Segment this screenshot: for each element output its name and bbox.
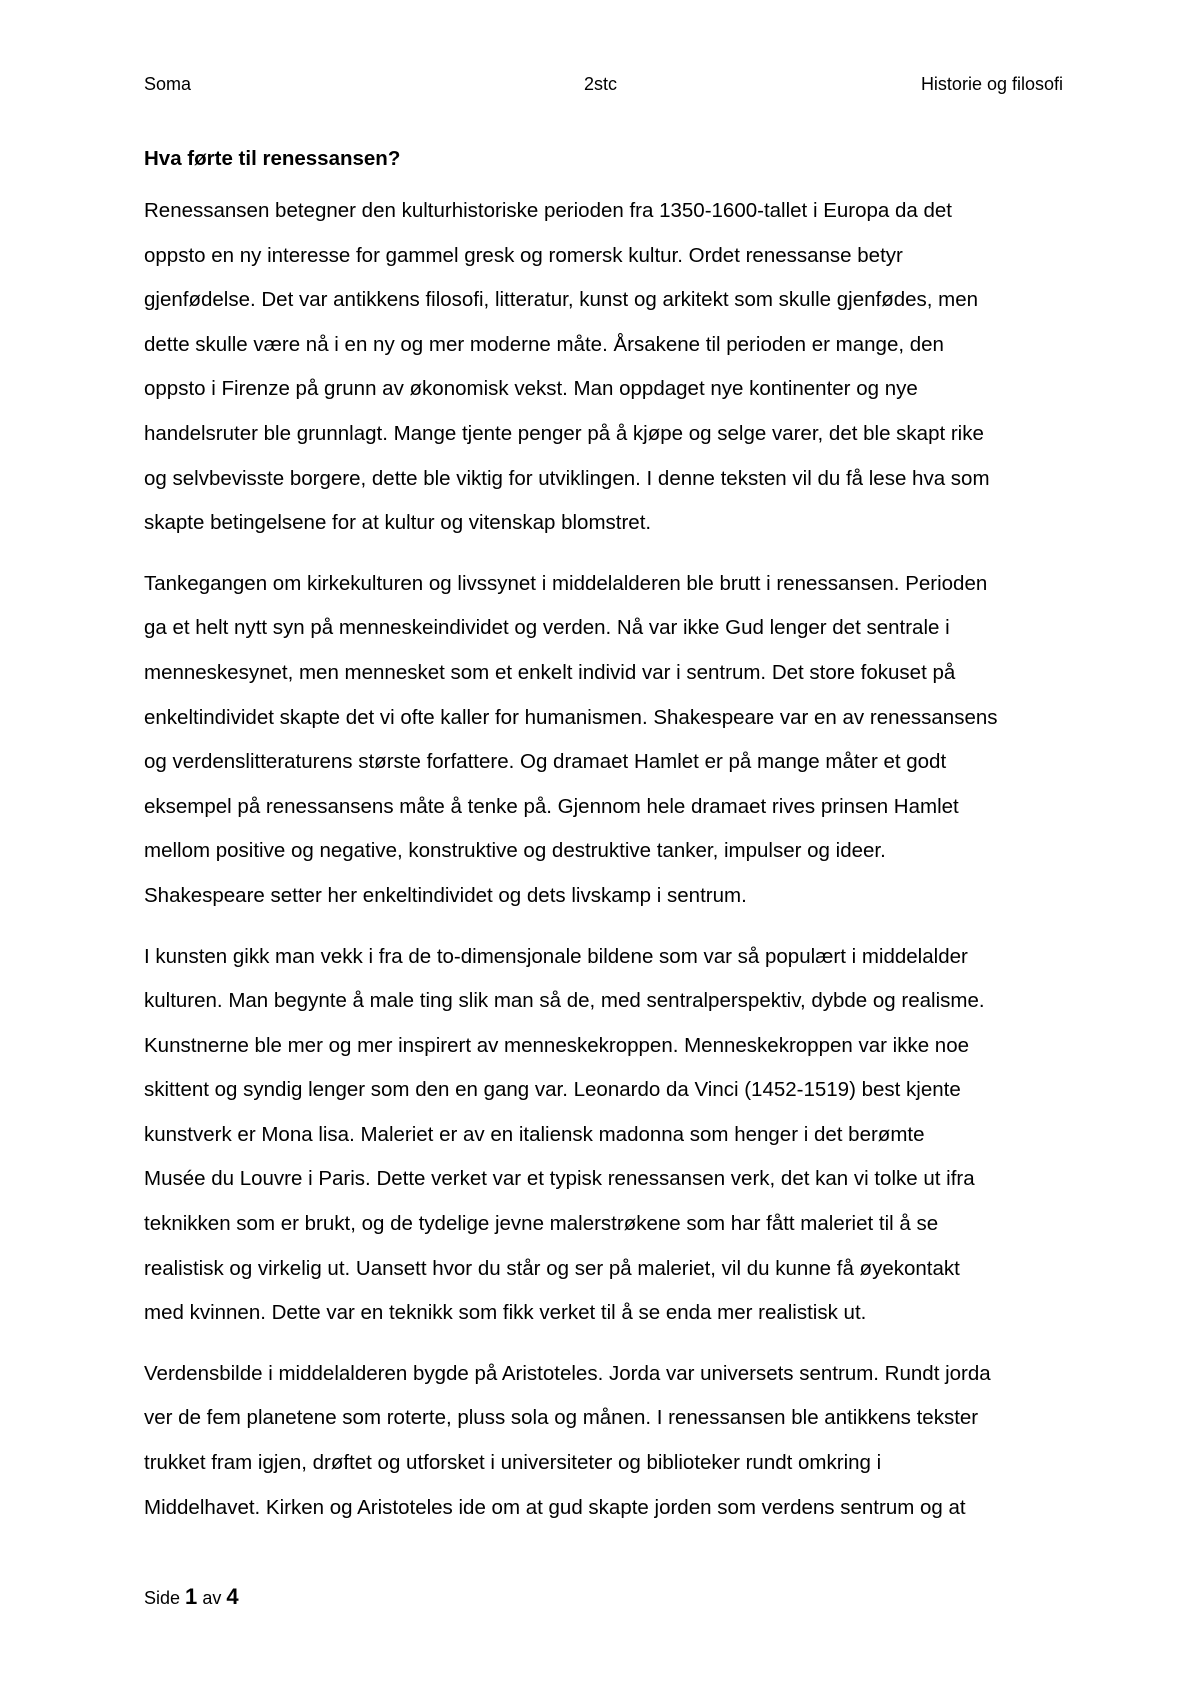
- text-line: og selvbevisste borgere, dette ble viktig for utviklingen. I denne teksten vil du få lese hva som: [144, 466, 990, 490]
- text-line: dette skulle være nå i en ny og mer moderne måte. Årsakene til perioden er mange, den: [144, 332, 944, 356]
- page-header: [144, 74, 1063, 98]
- header-subject: Historie og filosofi: [920, 74, 1063, 94]
- text-line: eksempel på renessansens måte å tenke på. Gjennom hele dramaet rives prinsen Hamlet: [144, 794, 959, 818]
- text-line: ver de fem planetene som roterte, pluss sola og månen. I renessansen ble antikkens tekster: [144, 1406, 979, 1430]
- text-line: enkeltindividet skapte det vi ofte kaller for humanismen. Shakespeare var en av renessansens: [144, 705, 998, 729]
- footer-side-label: Side: [144, 1588, 181, 1608]
- text-line: Kunstnerne ble mer og mer inspirert av menneskekroppen. Menneskekroppen var ikke noe: [144, 1033, 969, 1057]
- text-line: realistisk og virkelig ut. Uansett hvor du står og ser på maleriet, vil du kunne få øyekontakt: [144, 1256, 960, 1280]
- paragraph-2: [144, 562, 1069, 919]
- text-line: Renessansen betegner den kulturhistoriske perioden fra 1350-1600-tallet i Europa da det: [144, 199, 952, 222]
- text-line: ga et helt nytt syn på menneskeindividet og verden. Nå var ikke Gud lenger det sentrale i: [144, 616, 950, 640]
- text-line: mellom positive og negative, konstruktive og destruktive tanker, impulser og ideer.: [144, 839, 886, 863]
- text-line: Musée du Louvre i Paris. Dette verket var et typisk renessansen verk, det kan vi tolke ut ifra: [144, 1167, 975, 1191]
- text-line: trukket fram igjen, drøftet og utforsket i universiteter og biblioteker rundt omkring i: [144, 1451, 882, 1475]
- paragraph-4: [144, 1352, 1069, 1530]
- document-title: Hva førte til renessansen?: [144, 147, 401, 170]
- text-line: skittent og syndig lenger som den en gang var. Leonardo da Vinci (1452-1519) best kjente: [144, 1078, 961, 1102]
- text-line: Tankegangen om kirkekulturen og livssynet i middelalderen ble brutt i renessansen. Perioden: [144, 571, 988, 595]
- text-line: handelsruter ble grunnlagt. Mange tjente penger på å kjøpe og selge varer, det ble skapt rike: [144, 421, 984, 445]
- text-line: gjenfødelse. Det var antikkens filosofi, litteratur, kunst og arkitekt som skulle gjenfødes, men: [144, 288, 979, 312]
- text-line: I kunsten gikk man vekk i fra de to-dimensjonale bildene som var så populært i middelalder: [144, 944, 968, 968]
- text-line: teknikken som er brukt, og de tydelige jevne malerstrøkene som har fått maleriet til å se: [144, 1212, 939, 1236]
- text-line: Verdensbilde i middelalderen bygde på Aristoteles. Jorda var universets sentrum. Rundt jorda: [144, 1361, 991, 1385]
- page-footer: [144, 1584, 239, 1610]
- text-line: kunstverk er Mona lisa. Maleriet er av en italiensk madonna som henger i det berømte: [144, 1122, 925, 1146]
- text-line: skapte betingelsene for at kultur og vitenskap blomstret.: [144, 511, 652, 535]
- paragraph-1: [144, 189, 1069, 546]
- text-line: Shakespeare setter her enkeltindividet og dets livskamp i sentrum.: [144, 883, 747, 907]
- text-line: med kvinnen. Dette var en teknikk som fikk verket til å se enda mer realistisk ut.: [144, 1301, 867, 1325]
- footer-of-label: av: [202, 1588, 222, 1608]
- text-line: og verdenslitteraturens største forfattere. Og dramaet Hamlet er på mange måter et godt: [144, 750, 947, 774]
- text-line: kulturen. Man begynte å male ting slik man så de, med sentralperspektiv, dybde og realisme.: [144, 989, 985, 1013]
- header-class: 2stc: [584, 74, 618, 94]
- total-page-count: 4: [226, 1584, 239, 1609]
- text-line: oppsto i Firenze på grunn av økonomisk vekst. Man oppdaget nye kontinenter og nye: [144, 377, 918, 401]
- header-author: Soma: [144, 74, 192, 94]
- text-line: menneskesynet, men mennesket som et enkelt individ var i sentrum. Det store fokuset på: [144, 660, 956, 684]
- paragraph-3: [144, 935, 1069, 1336]
- current-page-number: 1: [185, 1584, 198, 1609]
- document-body: [144, 145, 1069, 1546]
- text-line: Middelhavet. Kirken og Aristoteles ide om at gud skapte jorden som verdens sentrum og at: [144, 1495, 966, 1519]
- text-line: oppsto en ny interesse for gammel gresk og romersk kultur. Ordet renessanse betyr: [144, 243, 903, 267]
